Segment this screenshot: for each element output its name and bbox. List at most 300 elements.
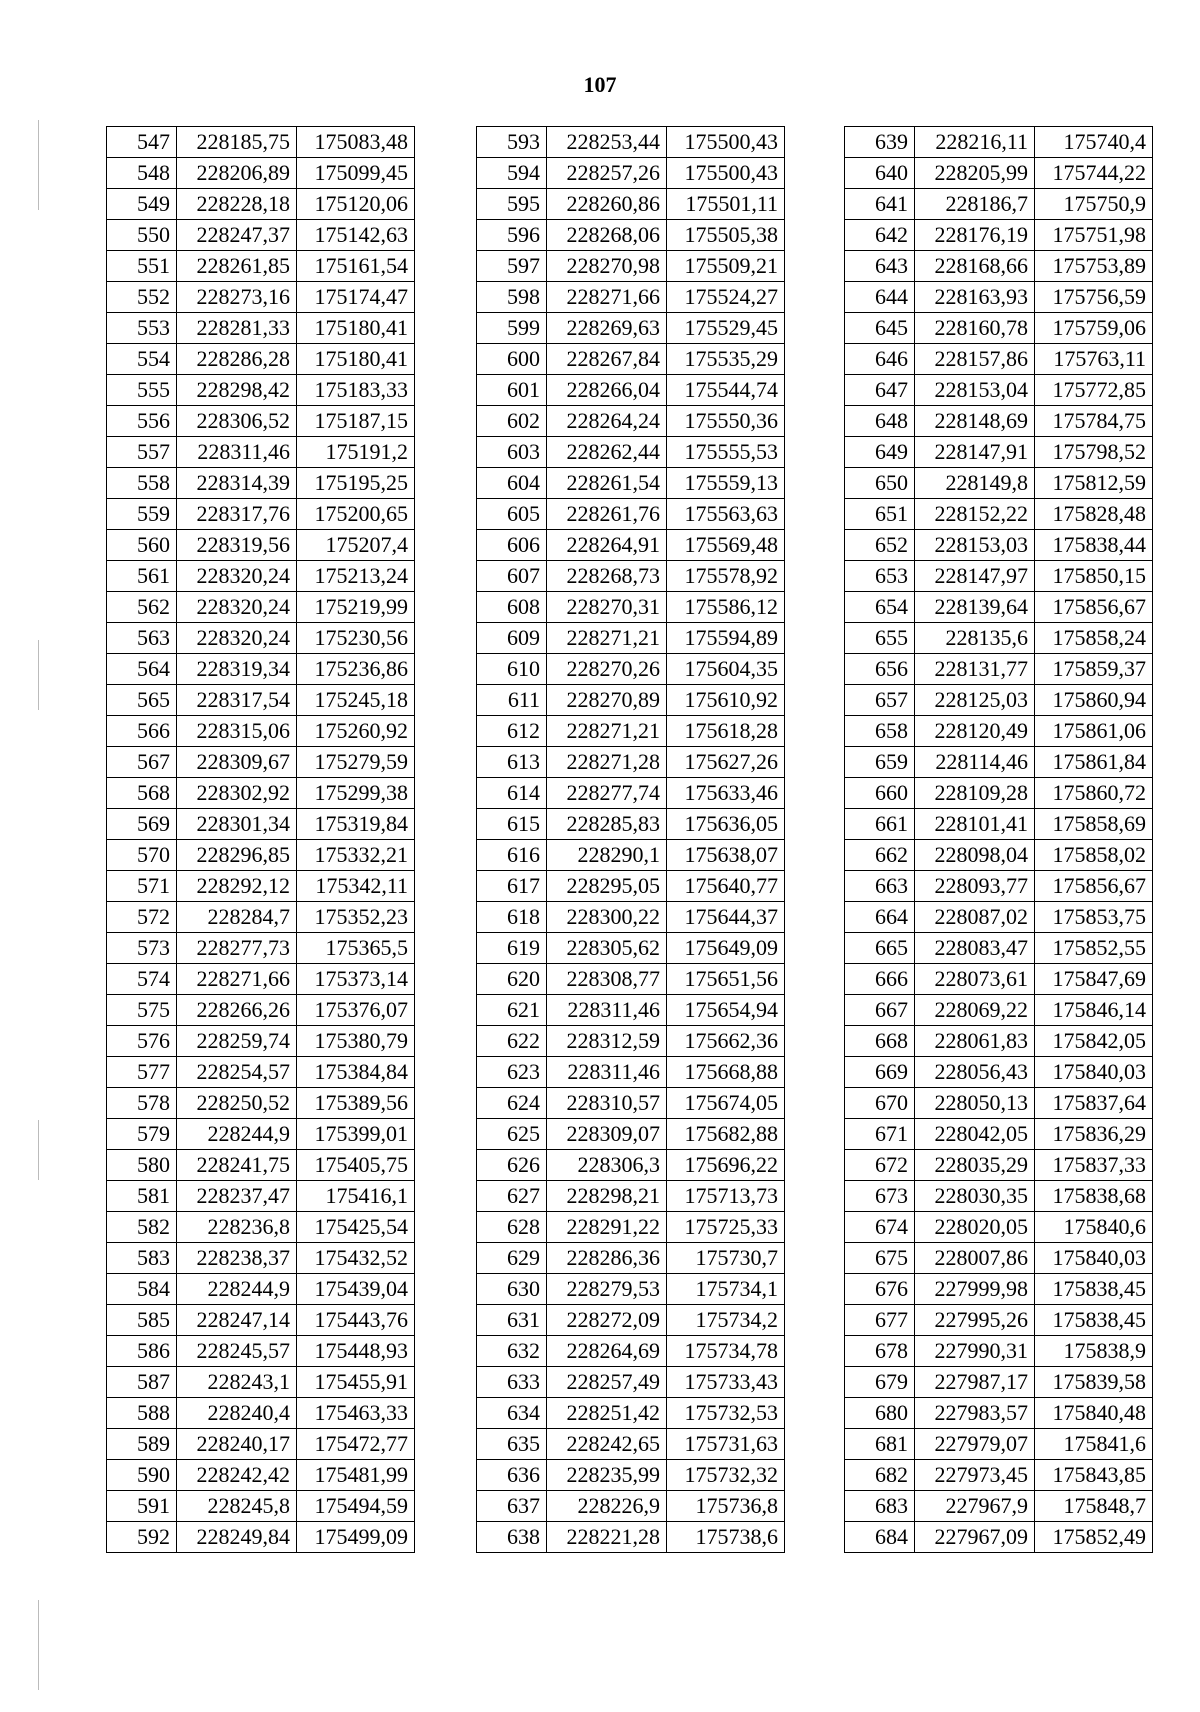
- point-number-cell: 594: [477, 158, 547, 189]
- y-coordinate-cell: 175142,63: [297, 220, 415, 251]
- table-row: [107, 933, 415, 964]
- y-coordinate-cell: 175236,86: [297, 654, 415, 685]
- y-coordinate-cell: 175674,05: [667, 1088, 785, 1119]
- y-coordinate-cell: 175550,36: [667, 406, 785, 437]
- point-number-cell: 651: [845, 499, 915, 530]
- table-row: [477, 251, 785, 282]
- point-number-cell: 635: [477, 1429, 547, 1460]
- point-number-cell: 644: [845, 282, 915, 313]
- x-coordinate-cell: 228261,85: [177, 251, 297, 282]
- point-number-cell: 630: [477, 1274, 547, 1305]
- table-row: [107, 716, 415, 747]
- table-row: [845, 499, 1153, 530]
- y-coordinate-cell: 175859,37: [1035, 654, 1153, 685]
- x-coordinate-cell: 228286,36: [547, 1243, 667, 1274]
- y-coordinate-cell: 175120,06: [297, 189, 415, 220]
- point-number-cell: 682: [845, 1460, 915, 1491]
- x-coordinate-cell: 228035,29: [915, 1150, 1035, 1181]
- point-number-cell: 608: [477, 592, 547, 623]
- table-row: [845, 1026, 1153, 1057]
- point-number-cell: 661: [845, 809, 915, 840]
- y-coordinate-cell: 175750,9: [1035, 189, 1153, 220]
- y-coordinate-cell: 175245,18: [297, 685, 415, 716]
- page-number: 107: [583, 72, 617, 97]
- point-number-cell: 643: [845, 251, 915, 282]
- x-coordinate-cell: 228264,24: [547, 406, 667, 437]
- point-number-cell: 600: [477, 344, 547, 375]
- y-coordinate-cell: 175841,6: [1035, 1429, 1153, 1460]
- point-number-cell: 586: [107, 1336, 177, 1367]
- y-coordinate-cell: 175399,01: [297, 1119, 415, 1150]
- point-number-cell: 611: [477, 685, 547, 716]
- point-number-cell: 566: [107, 716, 177, 747]
- y-coordinate-cell: 175187,15: [297, 406, 415, 437]
- x-coordinate-cell: 228226,9: [547, 1491, 667, 1522]
- x-coordinate-cell: 228242,42: [177, 1460, 297, 1491]
- point-number-cell: 625: [477, 1119, 547, 1150]
- y-coordinate-cell: 175696,22: [667, 1150, 785, 1181]
- point-number-cell: 555: [107, 375, 177, 406]
- table-row: [845, 1522, 1153, 1553]
- x-coordinate-cell: 228269,63: [547, 313, 667, 344]
- point-number-cell: 576: [107, 1026, 177, 1057]
- x-coordinate-cell: 228254,57: [177, 1057, 297, 1088]
- table-row: [477, 1398, 785, 1429]
- table-row: [107, 1026, 415, 1057]
- y-coordinate-cell: 175828,48: [1035, 499, 1153, 530]
- point-number-cell: 637: [477, 1491, 547, 1522]
- x-coordinate-cell: 228114,46: [915, 747, 1035, 778]
- table-row: [845, 1305, 1153, 1336]
- point-number-cell: 589: [107, 1429, 177, 1460]
- y-coordinate-cell: 175195,25: [297, 468, 415, 499]
- point-number-cell: 658: [845, 716, 915, 747]
- y-coordinate-cell: 175732,32: [667, 1460, 785, 1491]
- table-row: [477, 1057, 785, 1088]
- x-coordinate-cell: 228271,66: [177, 964, 297, 995]
- y-coordinate-cell: 175586,12: [667, 592, 785, 623]
- point-number-cell: 601: [477, 375, 547, 406]
- x-coordinate-cell: 228273,16: [177, 282, 297, 313]
- table-row: [107, 1088, 415, 1119]
- point-number-cell: 574: [107, 964, 177, 995]
- table-row: [845, 1119, 1153, 1150]
- x-coordinate-cell: 228257,49: [547, 1367, 667, 1398]
- x-coordinate-cell: 228315,06: [177, 716, 297, 747]
- point-number-cell: 671: [845, 1119, 915, 1150]
- table-row: [477, 375, 785, 406]
- point-number-cell: 604: [477, 468, 547, 499]
- x-coordinate-cell: 228149,8: [915, 468, 1035, 499]
- y-coordinate-cell: 175856,67: [1035, 592, 1153, 623]
- table-row: [477, 220, 785, 251]
- point-number-cell: 631: [477, 1305, 547, 1336]
- point-number-cell: 596: [477, 220, 547, 251]
- table-row: [845, 282, 1153, 313]
- table-row: [477, 902, 785, 933]
- y-coordinate-cell: 175389,56: [297, 1088, 415, 1119]
- y-coordinate-cell: 175842,05: [1035, 1026, 1153, 1057]
- point-number-cell: 553: [107, 313, 177, 344]
- scan-margin-line: [38, 640, 39, 710]
- point-number-cell: 657: [845, 685, 915, 716]
- scan-margin-line: [38, 1120, 39, 1180]
- table-row: [477, 716, 785, 747]
- x-coordinate-cell: 228185,75: [177, 127, 297, 158]
- table-row: [477, 1522, 785, 1553]
- x-coordinate-cell: 228030,35: [915, 1181, 1035, 1212]
- x-coordinate-cell: 228267,84: [547, 344, 667, 375]
- table-row: [845, 685, 1153, 716]
- y-coordinate-cell: 175725,33: [667, 1212, 785, 1243]
- table-row: [107, 313, 415, 344]
- point-number-cell: 676: [845, 1274, 915, 1305]
- x-coordinate-cell: 228295,05: [547, 871, 667, 902]
- table-row: [107, 282, 415, 313]
- table-row: [107, 499, 415, 530]
- y-coordinate-cell: 175740,4: [1035, 127, 1153, 158]
- table-row: [477, 1119, 785, 1150]
- x-coordinate-cell: 228319,34: [177, 654, 297, 685]
- y-coordinate-cell: 175858,02: [1035, 840, 1153, 871]
- point-number-cell: 584: [107, 1274, 177, 1305]
- y-coordinate-cell: 175732,53: [667, 1398, 785, 1429]
- y-coordinate-cell: 175342,11: [297, 871, 415, 902]
- y-coordinate-cell: 175376,07: [297, 995, 415, 1026]
- point-number-cell: 599: [477, 313, 547, 344]
- table-row: [845, 1491, 1153, 1522]
- point-number-cell: 678: [845, 1336, 915, 1367]
- x-coordinate-cell: 228300,22: [547, 902, 667, 933]
- x-coordinate-cell: 228268,06: [547, 220, 667, 251]
- y-coordinate-cell: 175481,99: [297, 1460, 415, 1491]
- x-coordinate-cell: 228309,07: [547, 1119, 667, 1150]
- x-coordinate-cell: 228296,85: [177, 840, 297, 871]
- x-coordinate-cell: 228261,76: [547, 499, 667, 530]
- point-number-cell: 613: [477, 747, 547, 778]
- table-row: [845, 933, 1153, 964]
- y-coordinate-cell: 175332,21: [297, 840, 415, 871]
- x-coordinate-cell: 228243,1: [177, 1367, 297, 1398]
- point-number-cell: 591: [107, 1491, 177, 1522]
- y-coordinate-cell: 175858,24: [1035, 623, 1153, 654]
- x-coordinate-cell: 228135,6: [915, 623, 1035, 654]
- y-coordinate-cell: 175836,29: [1035, 1119, 1153, 1150]
- x-coordinate-cell: 228244,9: [177, 1119, 297, 1150]
- table-row: [845, 1274, 1153, 1305]
- point-number-cell: 652: [845, 530, 915, 561]
- y-coordinate-cell: 175405,75: [297, 1150, 415, 1181]
- coordinates-table-2: [476, 126, 785, 1553]
- x-coordinate-cell: 228301,34: [177, 809, 297, 840]
- y-coordinate-cell: 175852,49: [1035, 1522, 1153, 1553]
- x-coordinate-cell: 228228,18: [177, 189, 297, 220]
- y-coordinate-cell: 175848,7: [1035, 1491, 1153, 1522]
- y-coordinate-cell: 175738,6: [667, 1522, 785, 1553]
- point-number-cell: 618: [477, 902, 547, 933]
- y-coordinate-cell: 175843,85: [1035, 1460, 1153, 1491]
- table-row: [107, 220, 415, 251]
- x-coordinate-cell: 228131,77: [915, 654, 1035, 685]
- table-row: [845, 1336, 1153, 1367]
- x-coordinate-cell: 228320,24: [177, 592, 297, 623]
- table-row: [845, 1398, 1153, 1429]
- point-number-cell: 620: [477, 964, 547, 995]
- x-coordinate-cell: 228309,67: [177, 747, 297, 778]
- x-coordinate-cell: 228290,1: [547, 840, 667, 871]
- table-row: [845, 313, 1153, 344]
- point-number-cell: 579: [107, 1119, 177, 1150]
- point-number-cell: 621: [477, 995, 547, 1026]
- y-coordinate-cell: 175850,15: [1035, 561, 1153, 592]
- x-coordinate-cell: 228240,4: [177, 1398, 297, 1429]
- table-row: [107, 871, 415, 902]
- point-number-cell: 622: [477, 1026, 547, 1057]
- y-coordinate-cell: 175180,41: [297, 344, 415, 375]
- x-coordinate-cell: 228120,49: [915, 716, 1035, 747]
- table-row: [477, 1336, 785, 1367]
- y-coordinate-cell: 175448,93: [297, 1336, 415, 1367]
- y-coordinate-cell: 175713,73: [667, 1181, 785, 1212]
- x-coordinate-cell: 228153,04: [915, 375, 1035, 406]
- y-coordinate-cell: 175837,33: [1035, 1150, 1153, 1181]
- table-row: [107, 468, 415, 499]
- table-row: [845, 344, 1153, 375]
- table-row: [477, 778, 785, 809]
- x-coordinate-cell: 228186,7: [915, 189, 1035, 220]
- y-coordinate-cell: 175756,59: [1035, 282, 1153, 313]
- point-number-cell: 666: [845, 964, 915, 995]
- y-coordinate-cell: 175644,37: [667, 902, 785, 933]
- point-number-cell: 645: [845, 313, 915, 344]
- table-row: [845, 964, 1153, 995]
- point-number-cell: 602: [477, 406, 547, 437]
- x-coordinate-cell: 228241,75: [177, 1150, 297, 1181]
- table-row: [107, 189, 415, 220]
- point-number-cell: 561: [107, 561, 177, 592]
- x-coordinate-cell: 228007,86: [915, 1243, 1035, 1274]
- point-number-cell: 649: [845, 437, 915, 468]
- x-coordinate-cell: 228271,21: [547, 716, 667, 747]
- y-coordinate-cell: 175651,56: [667, 964, 785, 995]
- point-number-cell: 550: [107, 220, 177, 251]
- x-coordinate-cell: 227995,26: [915, 1305, 1035, 1336]
- point-number-cell: 578: [107, 1088, 177, 1119]
- y-coordinate-cell: 175180,41: [297, 313, 415, 344]
- coordinates-table-3: [844, 126, 1153, 1553]
- x-coordinate-cell: 228268,73: [547, 561, 667, 592]
- y-coordinate-cell: 175501,11: [667, 189, 785, 220]
- y-coordinate-cell: 175207,4: [297, 530, 415, 561]
- table-row: [845, 1367, 1153, 1398]
- x-coordinate-cell: 228320,24: [177, 623, 297, 654]
- point-number-cell: 567: [107, 747, 177, 778]
- table-row: [477, 344, 785, 375]
- table-row: [477, 995, 785, 1026]
- point-number-cell: 663: [845, 871, 915, 902]
- table-row: [107, 995, 415, 1026]
- y-coordinate-cell: 175682,88: [667, 1119, 785, 1150]
- point-number-cell: 570: [107, 840, 177, 871]
- table-row: [477, 437, 785, 468]
- table-row: [107, 1119, 415, 1150]
- point-number-cell: 646: [845, 344, 915, 375]
- y-coordinate-cell: 175798,52: [1035, 437, 1153, 468]
- point-number-cell: 654: [845, 592, 915, 623]
- table-row: [107, 1274, 415, 1305]
- table-row: [477, 313, 785, 344]
- y-coordinate-cell: 175618,28: [667, 716, 785, 747]
- point-number-cell: 558: [107, 468, 177, 499]
- table-row: [477, 189, 785, 220]
- point-number-cell: 585: [107, 1305, 177, 1336]
- x-coordinate-cell: 228093,77: [915, 871, 1035, 902]
- point-number-cell: 681: [845, 1429, 915, 1460]
- point-number-cell: 610: [477, 654, 547, 685]
- y-coordinate-cell: 175594,89: [667, 623, 785, 654]
- point-number-cell: 569: [107, 809, 177, 840]
- y-coordinate-cell: 175610,92: [667, 685, 785, 716]
- table-row: [845, 716, 1153, 747]
- table-row: [107, 344, 415, 375]
- point-number-cell: 559: [107, 499, 177, 530]
- x-coordinate-cell: 227979,07: [915, 1429, 1035, 1460]
- y-coordinate-cell: 175734,1: [667, 1274, 785, 1305]
- point-number-cell: 617: [477, 871, 547, 902]
- point-number-cell: 562: [107, 592, 177, 623]
- table-row: [845, 189, 1153, 220]
- point-number-cell: 653: [845, 561, 915, 592]
- point-number-cell: 636: [477, 1460, 547, 1491]
- x-coordinate-cell: 228281,33: [177, 313, 297, 344]
- point-number-cell: 590: [107, 1460, 177, 1491]
- x-coordinate-cell: 228083,47: [915, 933, 1035, 964]
- table-row: [845, 158, 1153, 189]
- y-coordinate-cell: 175494,59: [297, 1491, 415, 1522]
- y-coordinate-cell: 175384,84: [297, 1057, 415, 1088]
- y-coordinate-cell: 175524,27: [667, 282, 785, 313]
- x-coordinate-cell: 227990,31: [915, 1336, 1035, 1367]
- y-coordinate-cell: 175772,85: [1035, 375, 1153, 406]
- x-coordinate-cell: 228125,03: [915, 685, 1035, 716]
- table-row: [107, 561, 415, 592]
- y-coordinate-cell: 175425,54: [297, 1212, 415, 1243]
- table-row: [845, 1429, 1153, 1460]
- table-row: [107, 1057, 415, 1088]
- x-coordinate-cell: 228308,77: [547, 964, 667, 995]
- table-row: [107, 530, 415, 561]
- y-coordinate-cell: 175847,69: [1035, 964, 1153, 995]
- x-coordinate-cell: 228147,91: [915, 437, 1035, 468]
- y-coordinate-cell: 175439,04: [297, 1274, 415, 1305]
- point-number-cell: 556: [107, 406, 177, 437]
- point-number-cell: 575: [107, 995, 177, 1026]
- y-coordinate-cell: 175443,76: [297, 1305, 415, 1336]
- point-number-cell: 660: [845, 778, 915, 809]
- point-number-cell: 633: [477, 1367, 547, 1398]
- table-row: [477, 1181, 785, 1212]
- y-coordinate-cell: 175860,94: [1035, 685, 1153, 716]
- x-coordinate-cell: 228244,9: [177, 1274, 297, 1305]
- y-coordinate-cell: 175563,63: [667, 499, 785, 530]
- x-coordinate-cell: 228247,14: [177, 1305, 297, 1336]
- table-row: [107, 592, 415, 623]
- table-row: [477, 1150, 785, 1181]
- y-coordinate-cell: 175731,63: [667, 1429, 785, 1460]
- table-row: [845, 406, 1153, 437]
- y-coordinate-cell: 175838,68: [1035, 1181, 1153, 1212]
- x-coordinate-cell: 228242,65: [547, 1429, 667, 1460]
- y-coordinate-cell: 175544,74: [667, 375, 785, 406]
- y-coordinate-cell: 175837,64: [1035, 1088, 1153, 1119]
- x-coordinate-cell: 228250,52: [177, 1088, 297, 1119]
- x-coordinate-cell: 228311,46: [547, 995, 667, 1026]
- table-row: [107, 840, 415, 871]
- x-coordinate-cell: 228270,31: [547, 592, 667, 623]
- x-coordinate-cell: 228272,09: [547, 1305, 667, 1336]
- x-coordinate-cell: 227967,9: [915, 1491, 1035, 1522]
- table-row: [477, 623, 785, 654]
- table-row: [477, 561, 785, 592]
- table-row: [845, 437, 1153, 468]
- x-coordinate-cell: 228266,04: [547, 375, 667, 406]
- point-number-cell: 614: [477, 778, 547, 809]
- point-number-cell: 552: [107, 282, 177, 313]
- x-coordinate-cell: 228247,37: [177, 220, 297, 251]
- table-row: [107, 1367, 415, 1398]
- coordinates-table-1: [106, 126, 415, 1553]
- point-number-cell: 664: [845, 902, 915, 933]
- table-row: [477, 840, 785, 871]
- x-coordinate-cell: 228277,73: [177, 933, 297, 964]
- point-number-cell: 638: [477, 1522, 547, 1553]
- point-number-cell: 648: [845, 406, 915, 437]
- table-row: [845, 1057, 1153, 1088]
- x-coordinate-cell: 228020,05: [915, 1212, 1035, 1243]
- y-coordinate-cell: 175200,65: [297, 499, 415, 530]
- x-coordinate-cell: 228139,64: [915, 592, 1035, 623]
- point-number-cell: 677: [845, 1305, 915, 1336]
- y-coordinate-cell: 175654,94: [667, 995, 785, 1026]
- point-number-cell: 609: [477, 623, 547, 654]
- point-number-cell: 587: [107, 1367, 177, 1398]
- x-coordinate-cell: 228056,43: [915, 1057, 1035, 1088]
- y-coordinate-cell: 175569,48: [667, 530, 785, 561]
- table-row: [477, 933, 785, 964]
- table-row: [107, 654, 415, 685]
- table-row: [477, 1491, 785, 1522]
- table-row: [845, 1088, 1153, 1119]
- table-row: [477, 964, 785, 995]
- point-number-cell: 597: [477, 251, 547, 282]
- point-number-cell: 612: [477, 716, 547, 747]
- y-coordinate-cell: 175365,5: [297, 933, 415, 964]
- x-coordinate-cell: 228262,44: [547, 437, 667, 468]
- point-number-cell: 639: [845, 127, 915, 158]
- point-number-cell: 684: [845, 1522, 915, 1553]
- table-row: [845, 251, 1153, 282]
- y-coordinate-cell: 175633,46: [667, 778, 785, 809]
- table-row: [107, 1460, 415, 1491]
- table-row: [107, 1150, 415, 1181]
- point-number-cell: 577: [107, 1057, 177, 1088]
- y-coordinate-cell: 175840,6: [1035, 1212, 1153, 1243]
- x-coordinate-cell: 228312,59: [547, 1026, 667, 1057]
- y-coordinate-cell: 175463,33: [297, 1398, 415, 1429]
- table-row: [845, 1243, 1153, 1274]
- y-coordinate-cell: 175260,92: [297, 716, 415, 747]
- y-coordinate-cell: 175213,24: [297, 561, 415, 592]
